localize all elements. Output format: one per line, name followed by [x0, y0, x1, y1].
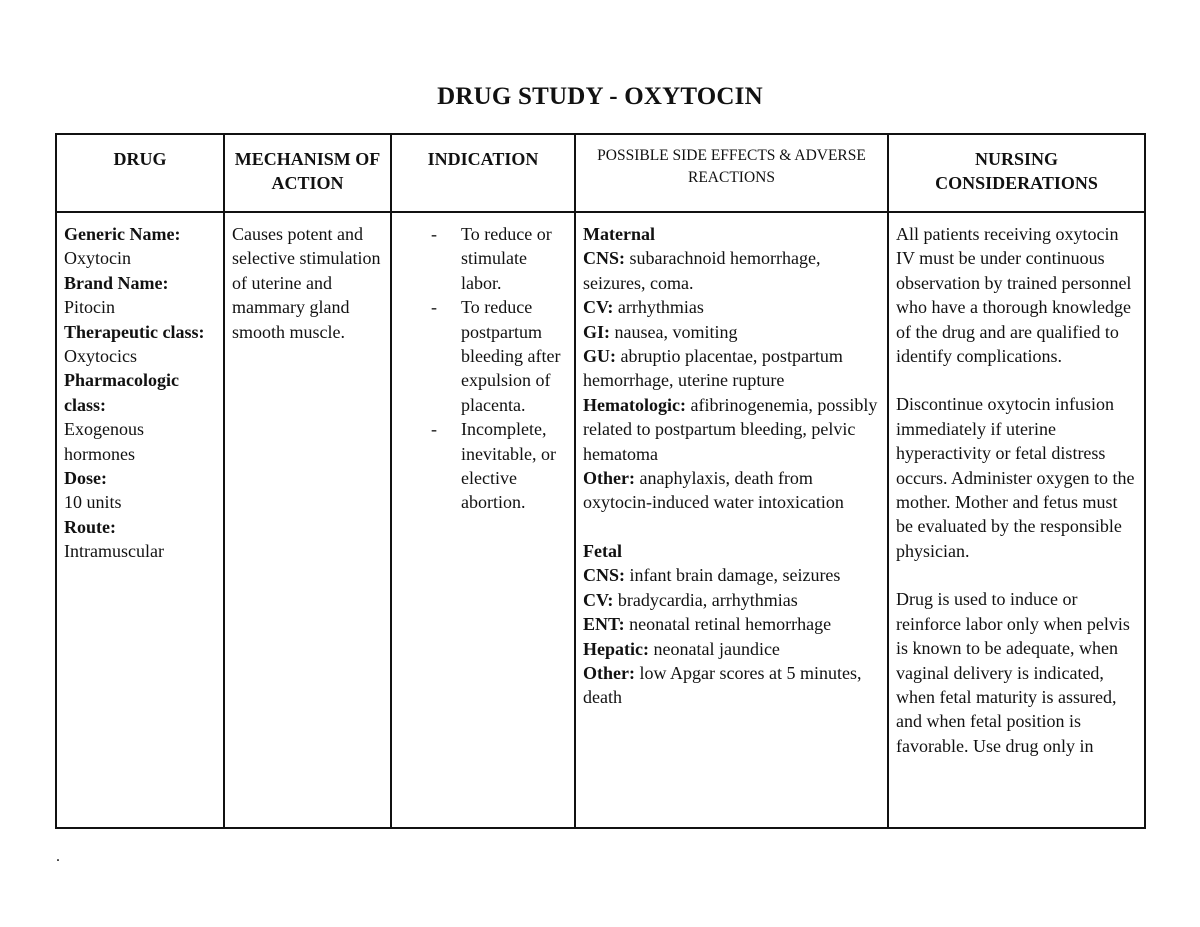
field-value: Oxytocics: [64, 346, 137, 367]
mechanism-text: Causes potent and selective stimulation of uterine and mammary gland smooth muscle.: [232, 224, 381, 342]
effect-text: arrhythmias: [617, 297, 704, 318]
nursing-cell: [888, 212, 1145, 828]
footer-mark: .: [56, 848, 60, 865]
effect-text: abruptio placentae, postpartum hemorrhage, uterine rupture: [583, 346, 843, 391]
page-title: DRUG STUDY - OXYTOCIN: [437, 83, 763, 110]
drug-field: [64, 271, 217, 320]
drug-field: [64, 515, 217, 564]
list-item: - To reduce postpartum bleeding after expulsion of placenta.: [431, 295, 568, 417]
field-value: Exogenous hormones: [64, 419, 144, 464]
effect-item: [583, 612, 881, 636]
nursing-paragraph: Discontinue oxytocin infusion immediately if uterine hyperactivity or fetal distress occurs. Administer oxygen to the mother. Mother and fetus must be evaluated by the responsible physician.: [896, 394, 1135, 561]
list-item: - To reduce or stimulate labor.: [431, 222, 568, 295]
effect-system: CNS:: [583, 248, 626, 269]
header-side-effects: POSSIBLE SIDE EFFECTS & ADVERSE REACTIONS: [575, 134, 888, 212]
field-label: Brand Name:: [64, 272, 169, 293]
effect-text: anaphylaxis, death from oxytocin-induced water intoxication: [583, 468, 844, 513]
drug-field: [64, 222, 217, 271]
effect-text: low Apgar scores at 5 minutes, death: [583, 662, 862, 708]
drug-field: [64, 466, 217, 515]
effect-item: [583, 466, 881, 515]
nursing-paragraph: Drug is used to induce or reinforce labor only when pelvis is known to be adequate, when vaginal delivery is indicated, when fetal maturity is assured, and when fetal position is favorable. Use drug only in: [896, 589, 1130, 756]
field-value: Intramuscular: [64, 541, 164, 562]
field-label: Therapeutic class:: [64, 321, 205, 342]
effect-item: [583, 344, 881, 393]
effect-item: [583, 588, 881, 612]
effect-system: GU:: [583, 346, 616, 367]
drug-cell: [56, 212, 224, 828]
effect-system: CV:: [583, 297, 614, 318]
field-label: Generic Name:: [64, 224, 181, 244]
drug-field: [64, 368, 217, 466]
effect-system: Other:: [583, 662, 635, 683]
header-nursing: NURSING CONSIDERATIONS: [888, 134, 1145, 212]
effect-text: subarachnoid hemorrhage, seizures, coma.: [583, 248, 821, 293]
effect-text: nausea, vomiting: [614, 321, 738, 342]
header-indication: INDICATION: [391, 134, 575, 212]
effect-item: [583, 295, 881, 319]
side-effects-cell: [575, 212, 888, 828]
fetal-heading: Fetal: [583, 540, 622, 561]
list-item: - Incomplete, inevitable, or elective abortion.: [431, 417, 568, 515]
field-label: Dose:: [64, 468, 107, 489]
indication-list: [399, 222, 568, 515]
content-row: [56, 212, 1145, 828]
effect-system: Hepatic:: [583, 638, 649, 659]
spacer: [583, 515, 881, 539]
nursing-paragraph: All patients receiving oxytocin IV must be under continuous observation by trained personnel who have a thorough knowledge of the drug and are qualified to identify complications.: [896, 224, 1132, 367]
effect-item: [583, 563, 881, 587]
maternal-heading: Maternal: [583, 224, 655, 244]
effect-item: [583, 393, 881, 466]
effect-item: [583, 661, 881, 710]
effect-system: Other:: [583, 468, 635, 489]
effect-item: [583, 246, 881, 295]
field-value: Pitocin: [64, 297, 116, 318]
header-row: [56, 134, 1145, 212]
field-value: 10 units: [64, 492, 122, 513]
field-value: Oxytocin: [64, 248, 131, 269]
effect-text: bradycardia, arrhythmias: [617, 589, 798, 610]
effect-text: afibrinogenemia, possibly related to postpartum bleeding, pelvic hematoma: [583, 394, 878, 464]
field-label: Pharmacologic class:: [64, 370, 179, 415]
effect-text: infant brain damage, seizures: [629, 565, 841, 586]
effect-system: CV:: [583, 589, 614, 610]
effect-system: CNS:: [583, 565, 626, 586]
header-drug: DRUG: [56, 134, 224, 212]
effect-text: neonatal jaundice: [653, 638, 780, 659]
drug-study-table: [55, 133, 1146, 829]
effect-system: GI:: [583, 321, 610, 342]
effect-item: [583, 320, 881, 344]
mechanism-cell: [224, 212, 391, 828]
field-label: Route:: [64, 516, 116, 537]
header-mechanism: MECHANISM OF ACTION: [224, 134, 391, 212]
effect-system: ENT:: [583, 614, 625, 635]
drug-field: [64, 320, 217, 369]
effect-item: [583, 637, 881, 661]
effect-system: Hematologic:: [583, 394, 686, 415]
indication-cell: [391, 212, 575, 828]
effect-text: neonatal retinal hemorrhage: [629, 614, 832, 635]
